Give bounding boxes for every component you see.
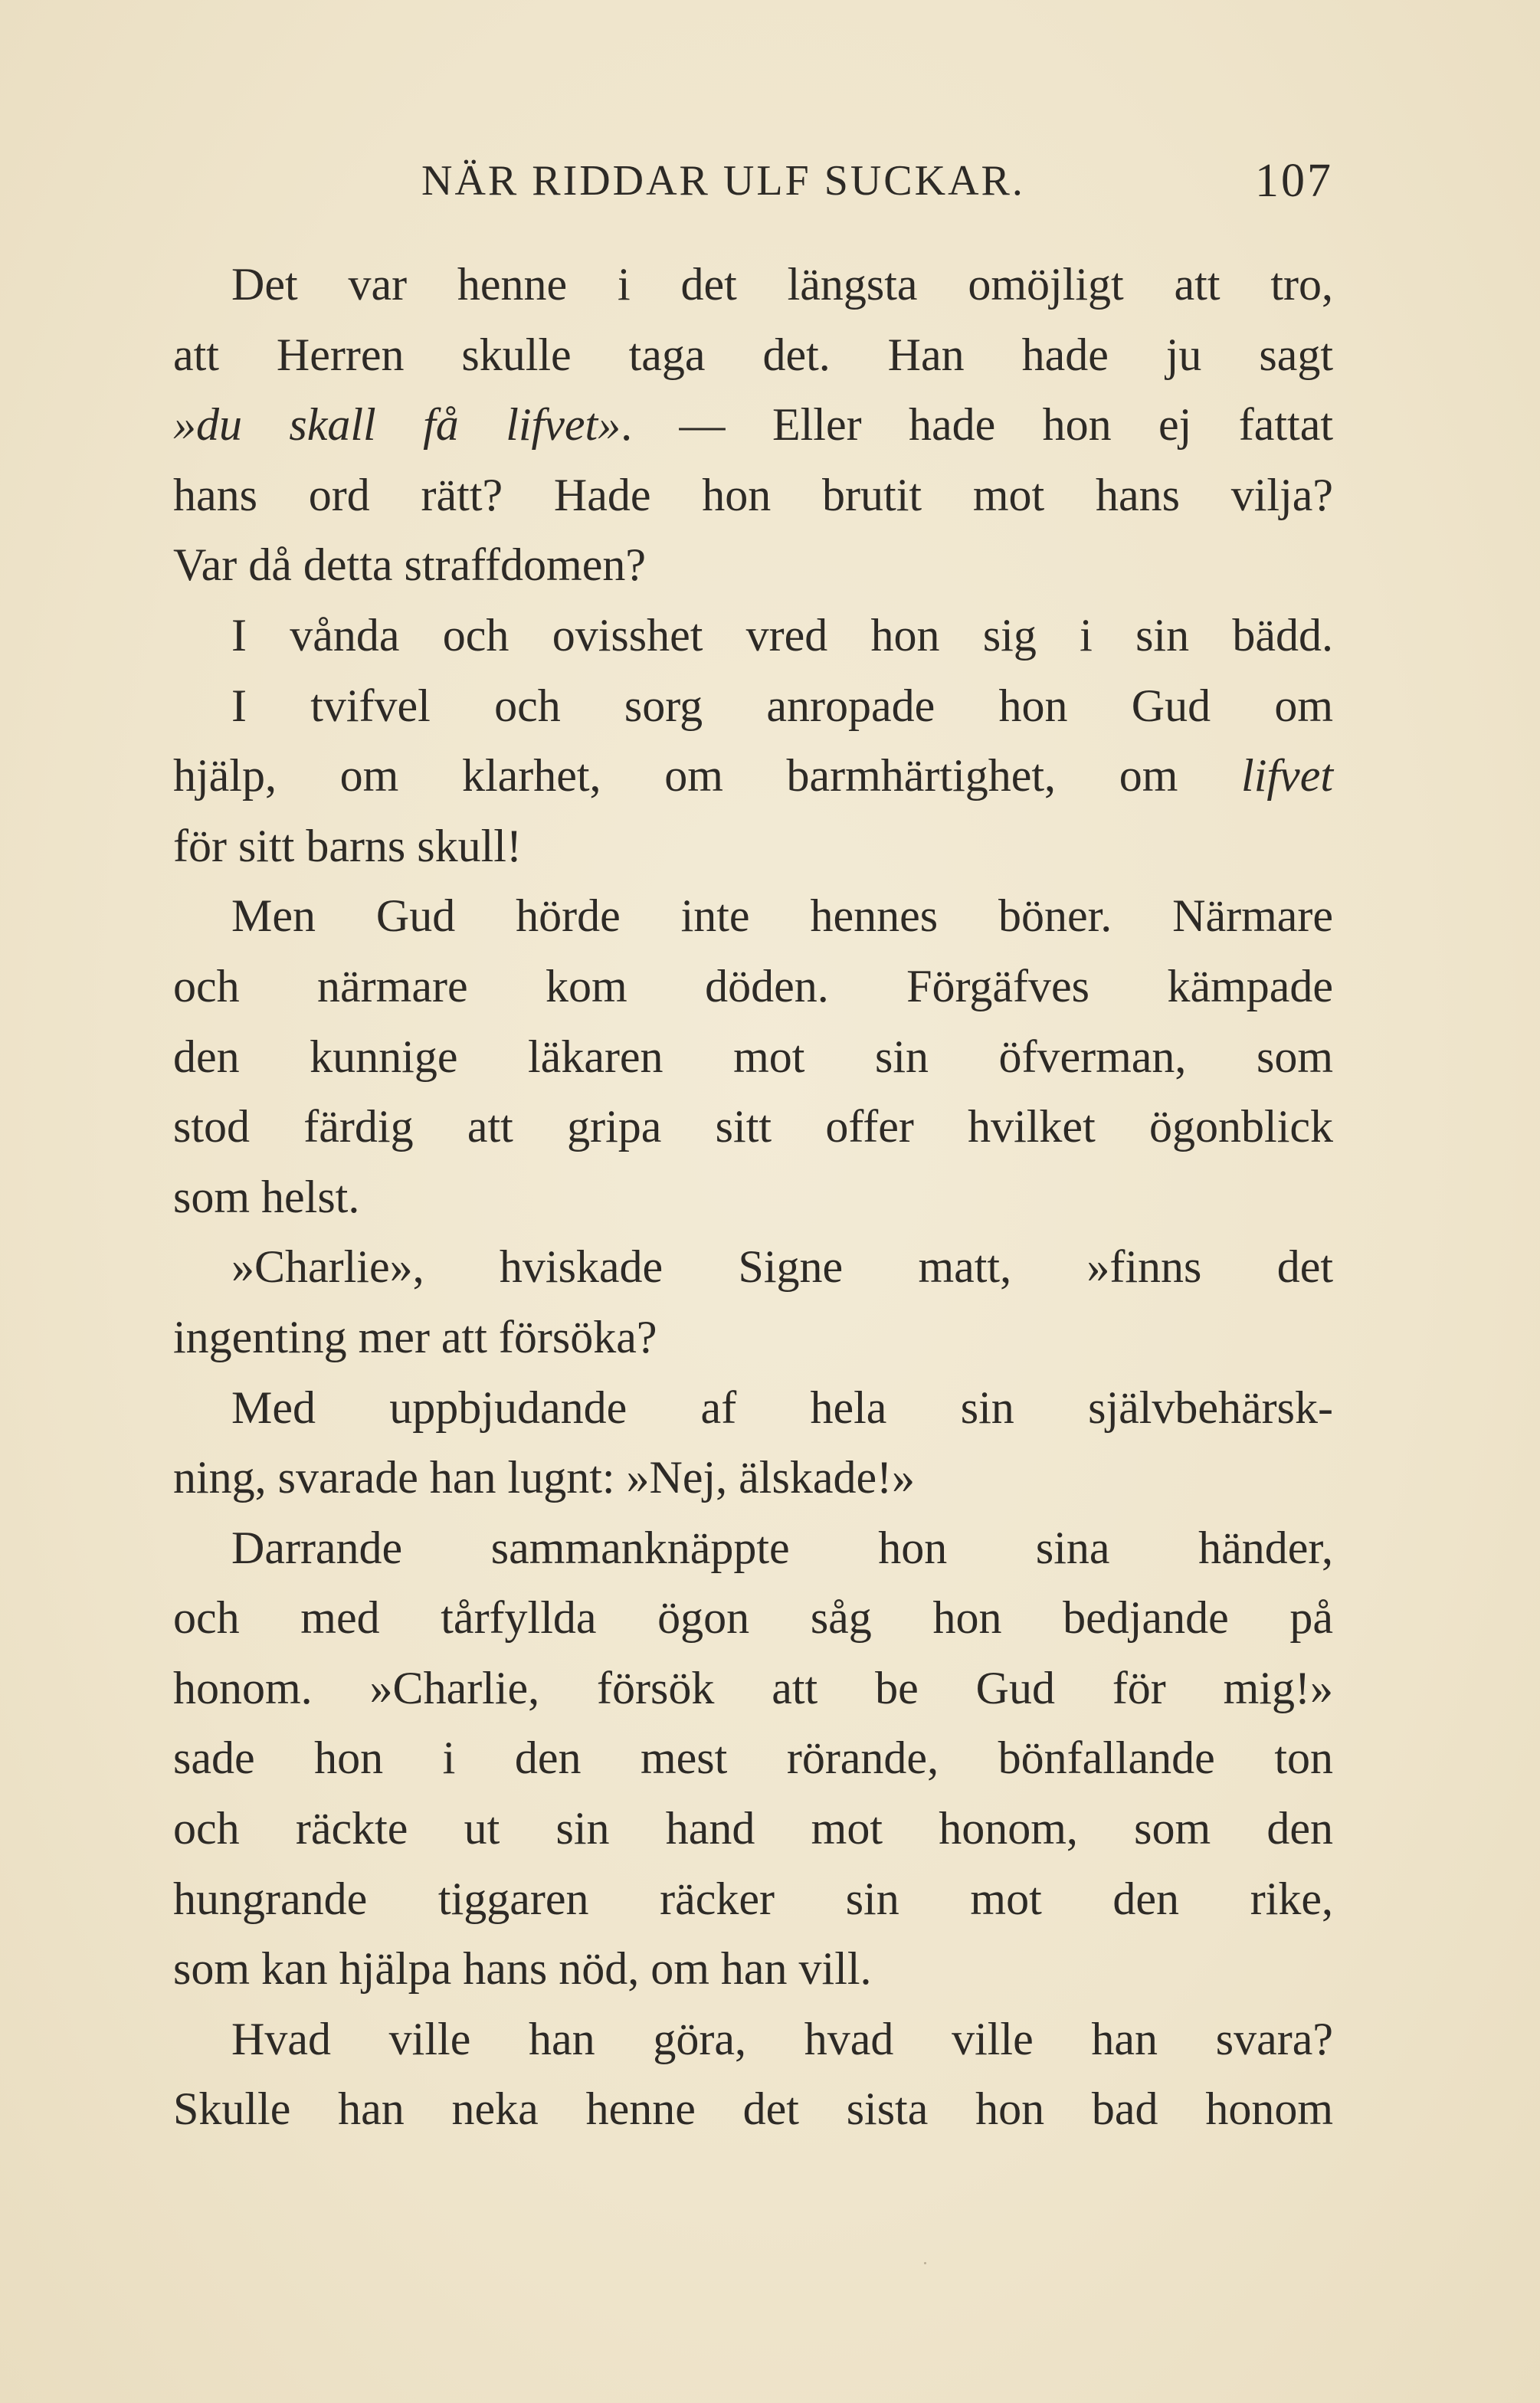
text-line: som kan hjälpa hans nöd, om han vill.	[173, 1943, 872, 1995]
text-line: hungrande tiggaren räcker sin mot den rike,	[173, 1873, 1333, 1924]
page-number: 107	[1255, 155, 1333, 207]
text-run: hjälp, om klarhet, om barmhärtighet, om	[173, 750, 1242, 802]
italic-word: lifvet	[1241, 750, 1333, 802]
text-line: hans ord rätt? Hade hon brutit mot hans vilja?	[173, 469, 1333, 520]
paper-speck	[924, 2262, 926, 2264]
text-line: I vånda och ovisshet vred hon sig i sin bädd.	[231, 609, 1333, 661]
text-line: ning, svarade han lugnt: »Nej, älskade!»	[173, 1452, 916, 1503]
text-line: honom. »Charlie, försök att be Gud för mig!»	[173, 1662, 1333, 1713]
text-line: Darrande sammanknäppte hon sina händer,	[231, 1522, 1333, 1573]
italic-quote: »du skall få lifvet»	[173, 399, 621, 451]
body-text	[173, 250, 1333, 2145]
text-line: och närmare kom döden. Förgäfves kämpade	[173, 960, 1333, 1011]
text-line: »Charlie», hviskade Signe matt, »finns det	[231, 1241, 1333, 1293]
text-line: ingenting mer att försöka?	[173, 1311, 657, 1362]
running-head	[175, 150, 1333, 211]
text-line: sade hon i den mest rörande, bönfallande ton	[173, 1733, 1333, 1784]
text-line: och räckte ut sin hand mot honom, som den	[173, 1803, 1333, 1854]
text-line: stod färdig att gripa sitt offer hvilket ögonblick	[173, 1101, 1333, 1152]
text-line: Det var henne i det längsta omöjligt att tro,	[231, 259, 1333, 310]
text-line: I tvifvel och sorg anropade hon Gud om	[231, 680, 1333, 731]
text-run: . — Eller hade hon ej fattat	[621, 399, 1333, 451]
text-line	[173, 741, 1333, 811]
text-line: Var då detta straffdomen?	[173, 539, 646, 591]
running-title: NÄR RIDDAR ULF SUCKAR.	[421, 157, 1025, 205]
text-line: Hvad ville han göra, hvad ville han svara?	[231, 2013, 1333, 2064]
text-line: att Herren skulle taga det. Han hade ju sagt	[173, 329, 1333, 380]
text-line: Med uppbjudande af hela sin självbehärsk-	[231, 1382, 1333, 1433]
text-line: som helst.	[173, 1171, 360, 1222]
text-line: den kunnige läkaren mot sin öfverman, som	[173, 1031, 1333, 1082]
text-line: och med tårfyllda ögon såg hon bedjande på	[173, 1592, 1333, 1644]
text-line: för sitt barns skull!	[173, 820, 522, 871]
text-line	[173, 390, 1333, 461]
text-line: Skulle han neka henne det sista hon bad honom	[173, 2083, 1333, 2135]
text-line: Men Gud hörde inte hennes böner. Närmare	[231, 890, 1333, 942]
